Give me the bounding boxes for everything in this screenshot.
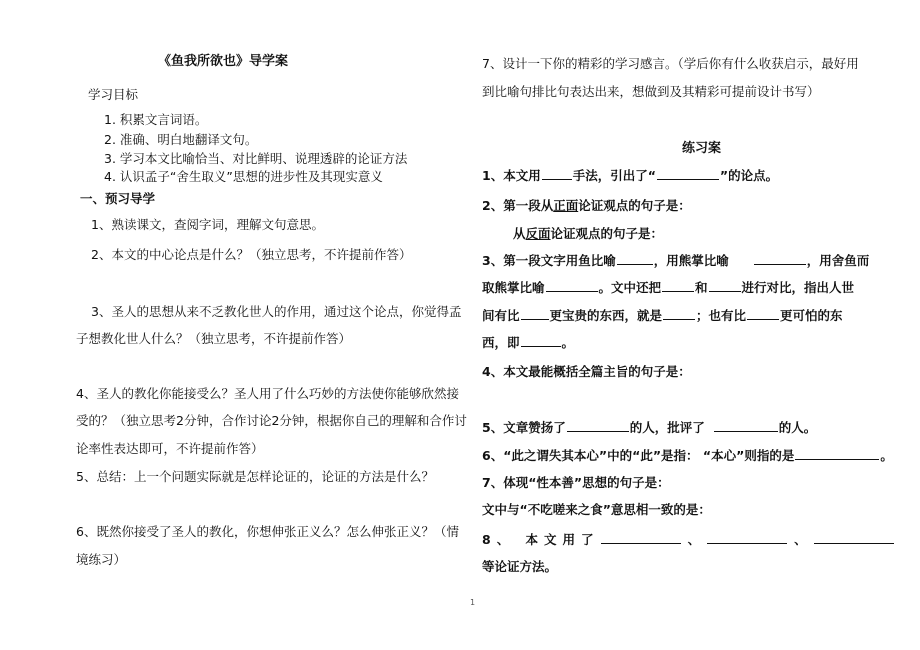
section-heading-preview: 一、预习导学	[80, 191, 156, 206]
practice-3-line-4	[482, 334, 574, 352]
blank-line	[662, 279, 694, 292]
text: 5、文章赞扬了	[482, 420, 566, 435]
text: ；也有比	[696, 308, 747, 323]
objective-item: 2. 准确、明白地翻译文句。	[104, 132, 258, 147]
question-3-line-1: 3、圣人的思想从来不乏教化世人的作用，通过这个论点，你觉得孟	[91, 304, 462, 319]
blank-line	[747, 307, 779, 320]
question-7-line-1: 7、设计一下你的精彩的学习感言。（学后你有什么收获启示，最好用	[482, 56, 859, 71]
question-4-line-3: 论率性表达即可，不许提前作答）	[76, 441, 264, 456]
text: 的人，批评了	[629, 420, 705, 435]
question-1: 1、熟读课文，查阅字词，理解文句意思。	[91, 217, 324, 232]
objectives-heading: 学习目标	[88, 87, 139, 102]
text: 间有比	[482, 308, 520, 323]
practice-1	[482, 167, 778, 185]
text: ，用熊掌比喻	[653, 253, 729, 268]
blank-line	[754, 252, 806, 265]
question-6-line-2: 境练习）	[76, 552, 127, 567]
underlined-text: 正面	[553, 198, 579, 213]
question-2: 2、本文的中心论点是什么？（独立思考，不许提前作答）	[91, 247, 412, 262]
text: 。	[880, 448, 893, 463]
blank-line	[714, 419, 778, 432]
practice-8-line-2: 等论证方法。	[482, 559, 558, 574]
text: 、	[794, 532, 807, 547]
question-4-line-2: 受的？（独立思考2分钟，合作讨论2分钟，根据你自己的理解和合作讨	[76, 413, 467, 428]
text: 论证观点的句子是：	[578, 198, 691, 213]
blank-line	[663, 307, 695, 320]
text: 1、本文用	[482, 168, 541, 183]
blank-line	[546, 279, 598, 292]
practice-3-line-2	[482, 279, 854, 297]
practice-7b: 文中与“不吃嗟来之食”意思相一致的是：	[482, 502, 711, 517]
question-7-line-2: 到比喻句排比句表达出来，想做到及其精彩可提前设计书写）	[482, 84, 820, 99]
practice-7: 7、体现“性本善”思想的句子是：	[482, 475, 670, 490]
blank-line	[521, 334, 561, 347]
practice-5	[482, 419, 816, 437]
question-4-line-1: 4、圣人的教化你能接受么？圣人用了什么巧妙的方法使你能够欣然接	[76, 386, 459, 401]
text: 论证观点的句子是：	[550, 226, 664, 241]
practice-title: 练习案	[682, 141, 722, 156]
objective-item: 3. 学习本文比喻恰当、对比鲜明、说理透辟的论证方法	[104, 151, 408, 166]
practice-4: 4、本文最能概括全篇主旨的句子是：	[482, 364, 691, 379]
text: ，用舍鱼而	[806, 253, 870, 268]
text: 取熊掌比喻	[482, 280, 545, 295]
document-title: 《鱼我所欲也》导学案	[158, 54, 289, 69]
text: 从	[513, 226, 526, 241]
practice-3-line-1	[482, 252, 869, 270]
blank-line	[601, 531, 681, 544]
practice-6	[482, 447, 893, 465]
blank-line	[709, 279, 741, 292]
text: 进行对比，指出人世	[741, 280, 855, 295]
text: 6、“此之谓失其本心”中的“此”是指： “本心”则指的是	[482, 448, 795, 463]
text: 、	[687, 532, 701, 547]
text: ”的论点。	[719, 168, 779, 183]
question-5: 5、总结：上一个问题实际就是怎样论证的，论证的方法是什么？	[76, 469, 434, 484]
page-number: 1	[470, 598, 476, 607]
blank-line	[795, 447, 879, 460]
practice-3-line-3	[482, 307, 843, 325]
blank-line	[617, 252, 653, 265]
practice-8	[482, 531, 895, 549]
text: 的人。	[778, 420, 817, 435]
blank-line	[521, 307, 549, 320]
question-6-line-1: 6、既然你接受了圣人的教化，你想伸张正义么？怎么伸张正义？（情	[76, 524, 459, 539]
objective-item: 4. 认识孟子“舍生取义”思想的进步性及其现实意义	[104, 169, 383, 184]
blank-line	[657, 167, 719, 180]
practice-2b	[513, 225, 663, 243]
text: 。文中还把	[598, 280, 662, 295]
text: 2、第一段从	[482, 198, 554, 213]
question-3-line-2: 子想教化世人什么？（独立思考，不许提前作答）	[76, 331, 352, 346]
text: 手法，引出了“	[572, 168, 656, 183]
text: 和	[695, 280, 708, 295]
text: 更宝贵的东西，就是	[549, 308, 663, 323]
blank-line	[567, 419, 629, 432]
text: 。	[561, 335, 575, 350]
text: 8、 本文用了	[482, 532, 600, 547]
blank-line	[542, 167, 572, 180]
practice-2	[482, 197, 691, 215]
objective-item: 1. 积累文言词语。	[104, 112, 208, 127]
text: 3、第一段文字用鱼比喻	[482, 253, 616, 268]
underlined-text: 反面	[525, 226, 551, 241]
blank-line	[814, 531, 894, 544]
blank-line	[707, 531, 787, 544]
text: 西，即	[482, 335, 520, 350]
text: 更可怕的东	[780, 308, 843, 323]
